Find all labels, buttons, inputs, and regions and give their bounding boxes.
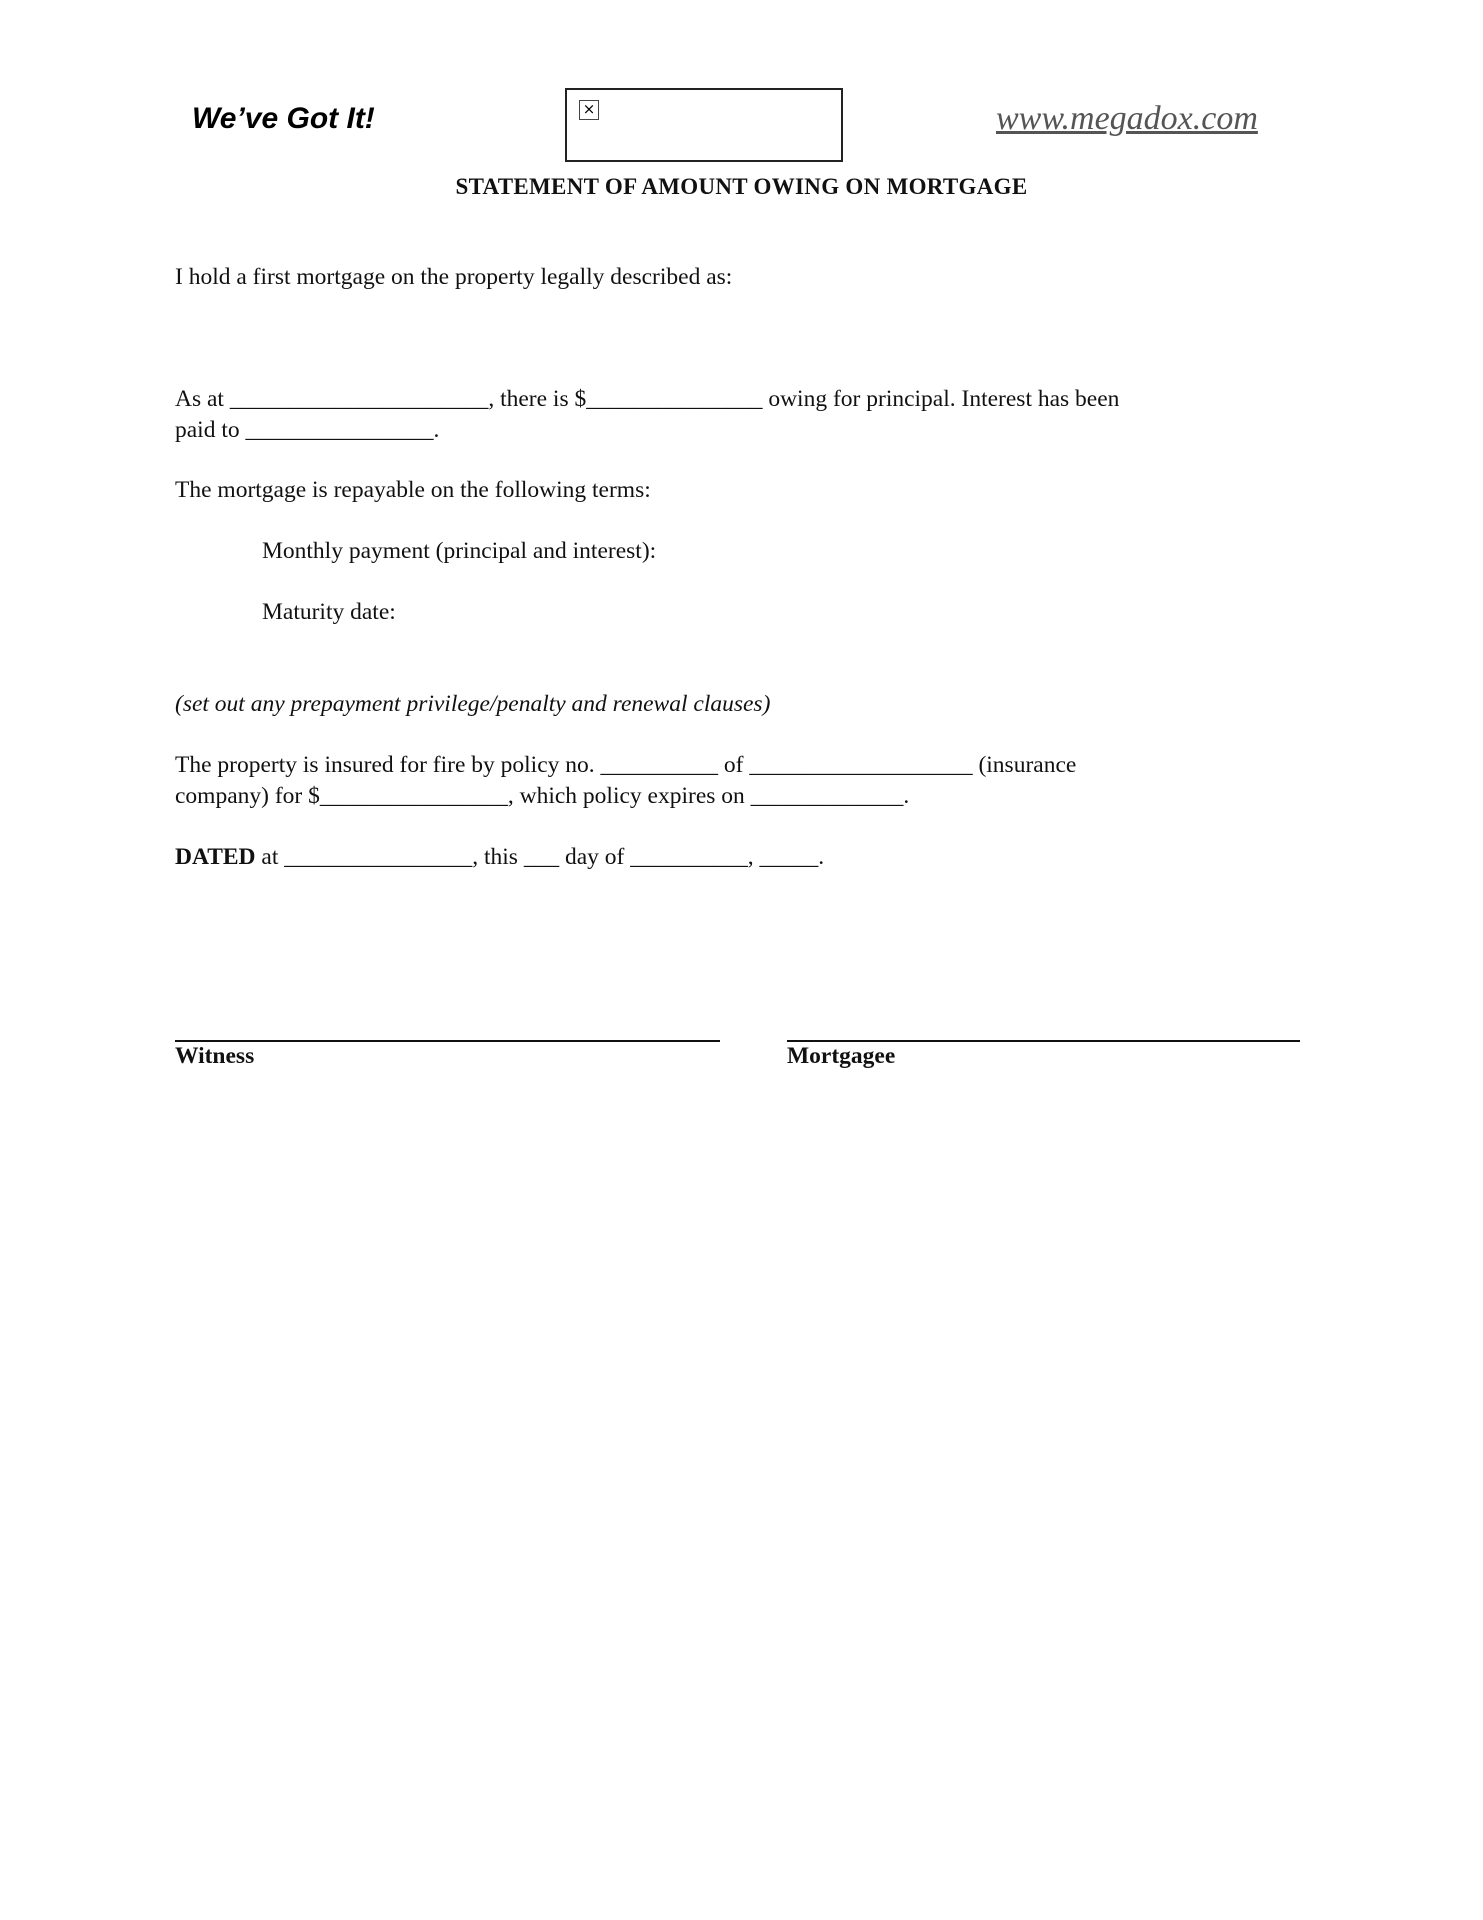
insurance-line-2: company) for $________________, which policy expires on _____________. (175, 783, 910, 809)
principal-line-1: As at ______________________, there is $_______________ owing for principal. Interest has been (175, 386, 1120, 412)
witness-label: Witness (175, 1043, 255, 1069)
website-link[interactable]: www.megadox.com (996, 100, 1258, 137)
prepayment-note: (set out any prepayment privilege/penalty and renewal clauses) (175, 691, 771, 717)
witness-signature-line (175, 1040, 720, 1042)
logo-placeholder (565, 88, 843, 162)
maturity-date-label: Maturity date: (262, 599, 396, 625)
dated-prefix: DATED (175, 844, 256, 870)
principal-line-2: paid to ________________. (175, 417, 440, 443)
dated-line (175, 842, 1313, 873)
dated-rest: at ________________, this ___ day of __________, _____. (255, 844, 825, 870)
insurance-paragraph (175, 750, 1313, 812)
broken-image-icon: × (579, 100, 599, 120)
terms-intro: The mortgage is repayable on the following terms: (175, 477, 651, 503)
slogan-text: We’ve Got It! (192, 102, 375, 135)
monthly-payment-label: Monthly payment (principal and interest): (262, 538, 657, 564)
insurance-line-1: The property is insured for fire by policy no. __________ of ___________________ (insurance (175, 752, 1077, 778)
intro-paragraph: I hold a first mortgage on the property legally described as: (175, 264, 733, 290)
mortgagee-signature-line (787, 1040, 1300, 1042)
document-title: STATEMENT OF AMOUNT OWING ON MORTGAGE (455, 174, 1028, 199)
mortgagee-label: Mortgagee (787, 1043, 896, 1069)
principal-paragraph (175, 384, 1313, 446)
